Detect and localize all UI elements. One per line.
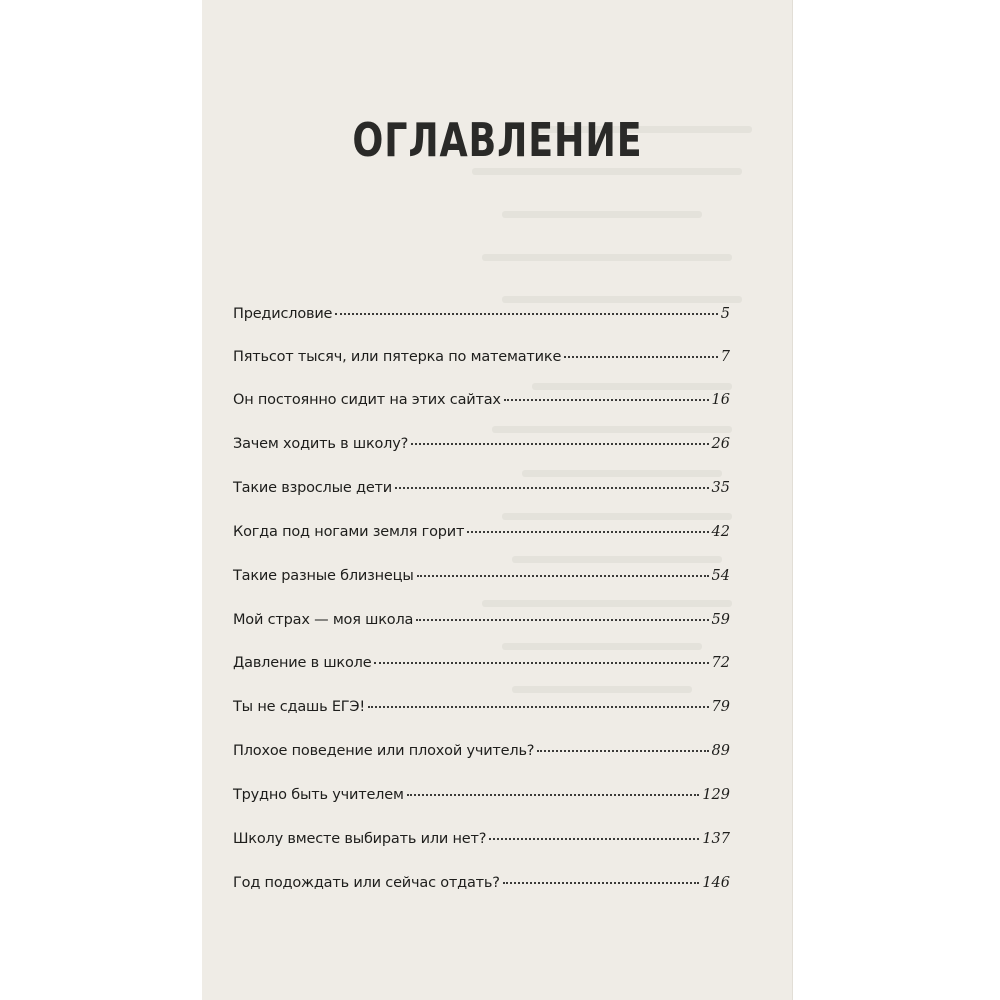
toc-leader-dots bbox=[416, 619, 708, 621]
toc-entry-page: 26 bbox=[711, 436, 730, 452]
toc-leader-dots bbox=[564, 356, 718, 358]
toc-entry-title: Он постоянно сидит на этих сайтах bbox=[233, 392, 501, 408]
toc-entry-page: 5 bbox=[720, 306, 730, 322]
toc-entry[interactable] bbox=[233, 787, 730, 813]
toc-entry-title: Плохое поведение или плохой учитель? bbox=[233, 743, 535, 759]
toc-entry-page: 35 bbox=[711, 480, 730, 496]
toc-entry-title: Трудно быть учителем bbox=[233, 787, 404, 803]
page-title: ОГЛАВЛЕНИЕ bbox=[352, 113, 643, 167]
toc-leader-dots bbox=[489, 838, 699, 840]
toc-entry-page: 16 bbox=[711, 392, 730, 408]
toc-entry-page: 89 bbox=[711, 743, 730, 759]
book-page bbox=[202, 0, 793, 1000]
toc-entry-title: Давление в школе bbox=[233, 655, 372, 671]
toc-leader-dots bbox=[411, 443, 708, 445]
toc-entry-page: 129 bbox=[702, 787, 730, 803]
toc-entry-page: 72 bbox=[711, 655, 730, 671]
toc-entry-page: 59 bbox=[711, 612, 730, 628]
toc-leader-dots bbox=[368, 706, 709, 708]
toc-entry-page: 42 bbox=[711, 524, 730, 540]
toc-leader-dots bbox=[407, 794, 700, 796]
toc-leader-dots bbox=[504, 399, 709, 401]
toc-entry-title: Мой страх — моя школа bbox=[233, 612, 414, 628]
toc-leader-dots bbox=[537, 750, 708, 752]
toc-entry[interactable] bbox=[233, 568, 730, 594]
toc-entry-title: Такие взрослые дети bbox=[233, 480, 393, 496]
toc-leader-dots bbox=[417, 575, 709, 577]
toc-entry-page: 79 bbox=[711, 699, 730, 715]
toc-entry-page: 7 bbox=[720, 349, 730, 365]
toc-entry[interactable] bbox=[233, 524, 730, 550]
toc-entry[interactable] bbox=[233, 392, 730, 418]
toc-entry-page: 146 bbox=[702, 875, 730, 891]
toc-entry[interactable] bbox=[233, 655, 730, 681]
toc-entry-title: Пятьсот тысяч, или пятерка по математике bbox=[233, 349, 562, 365]
toc-entry[interactable] bbox=[233, 436, 730, 462]
toc-entry-title: Зачем ходить в школу? bbox=[233, 436, 409, 452]
toc-entry[interactable] bbox=[233, 831, 730, 857]
toc-entry[interactable] bbox=[233, 480, 730, 506]
toc-entry-page: 137 bbox=[702, 831, 730, 847]
toc-entry[interactable] bbox=[233, 743, 730, 769]
toc-leader-dots bbox=[395, 487, 709, 489]
toc-entry-page: 54 bbox=[711, 568, 730, 584]
toc-entry-title: Школу вместе выбирать или нет? bbox=[233, 831, 487, 847]
toc-leader-dots bbox=[374, 662, 708, 664]
toc-entry[interactable] bbox=[233, 699, 730, 725]
toc-leader-dots bbox=[467, 531, 708, 533]
toc-entry-title: Такие разные близнецы bbox=[233, 568, 414, 584]
toc-entry-title: Год подождать или сейчас отдать? bbox=[233, 875, 500, 891]
toc-leader-dots bbox=[335, 313, 717, 315]
toc-entry[interactable] bbox=[233, 306, 730, 332]
toc-entry[interactable] bbox=[233, 612, 730, 638]
toc-entry-title: Когда под ногами земля горит bbox=[233, 524, 465, 540]
toc-entry-title: Предисловие bbox=[233, 306, 333, 322]
toc-entry-title: Ты не сдашь ЕГЭ! bbox=[233, 699, 365, 715]
toc-leader-dots bbox=[503, 882, 700, 884]
toc-entry[interactable] bbox=[233, 349, 730, 375]
toc-entry[interactable] bbox=[233, 875, 730, 901]
